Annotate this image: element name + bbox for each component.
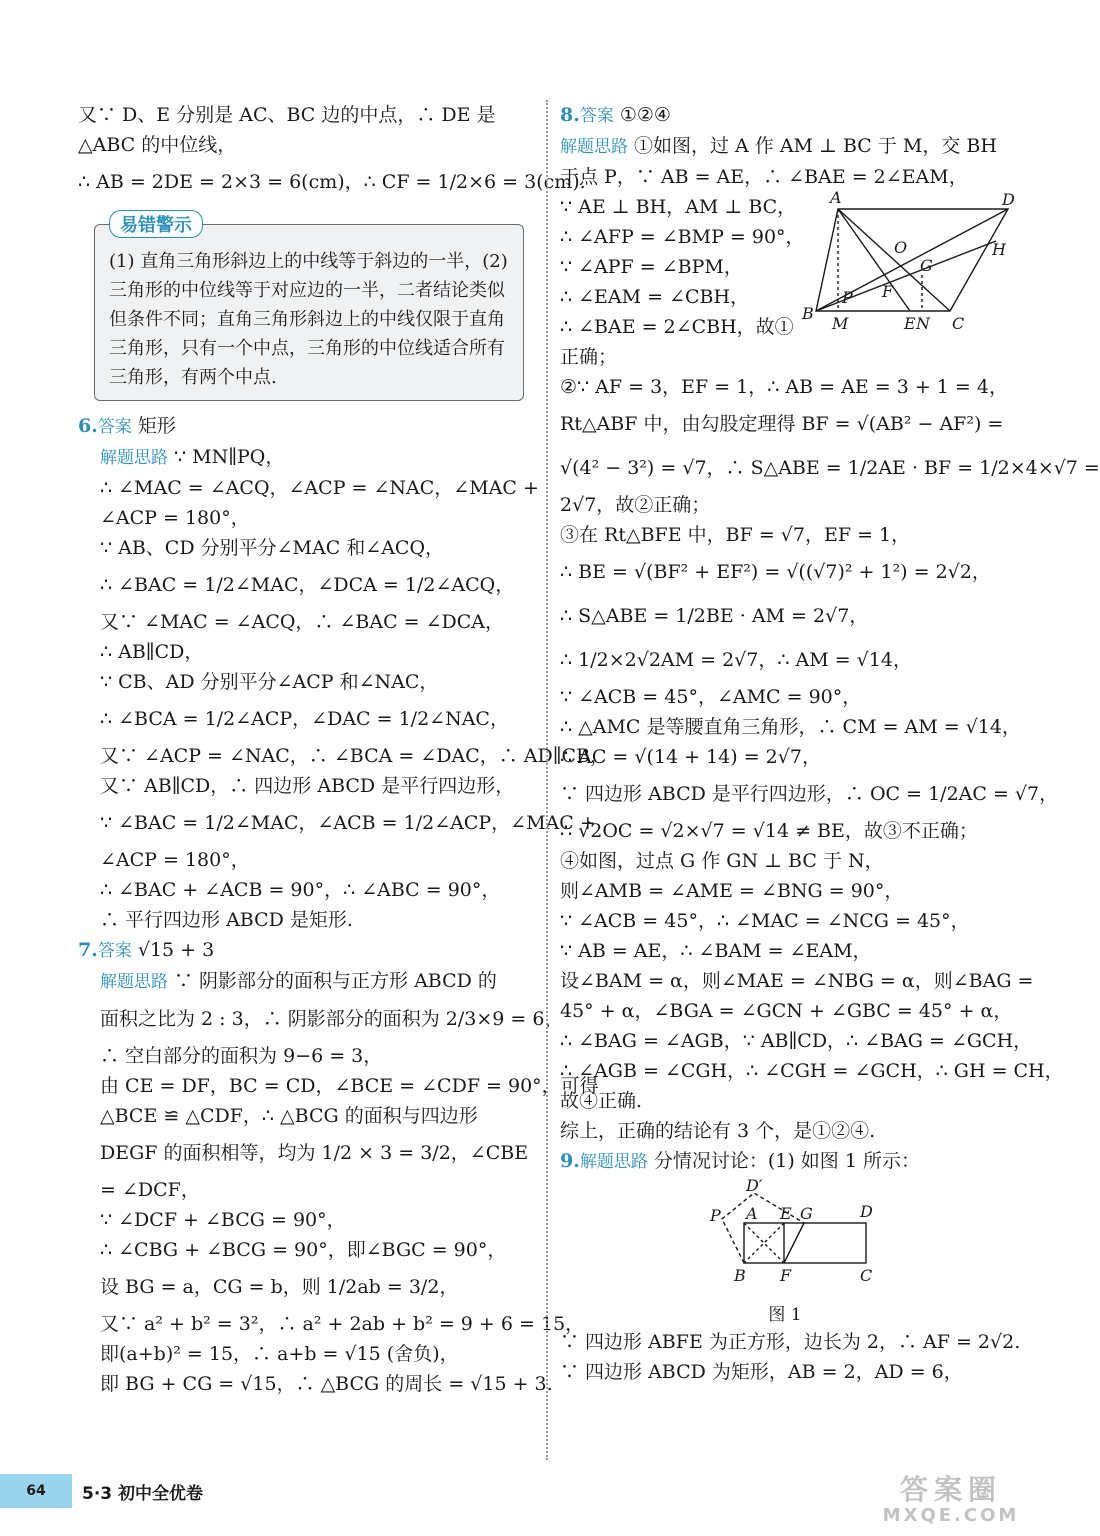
- question-number: 7.: [78, 939, 98, 961]
- question-7: [78, 935, 599, 1399]
- parallelogram-figure: [800, 171, 1015, 351]
- text-line: 即(a+b)² = 15，∴ a+b = √15 (舍负)，: [100, 1343, 459, 1365]
- figure-label: F: [780, 1266, 792, 1285]
- text-line: ∴ AB∥CD，: [100, 641, 204, 663]
- figure-label: P: [842, 288, 853, 307]
- text-line: ③在 Rt△BFE 中，BF = √7，EF = 1，: [560, 524, 911, 546]
- column-divider: [546, 100, 548, 1460]
- watermark: [856, 1474, 1046, 1530]
- text-line: 于点 P，∵ AB = AE，∴ ∠BAE = 2∠EAM，: [560, 166, 968, 188]
- figure-label: G: [920, 256, 933, 275]
- question-number: 6.: [78, 415, 98, 437]
- text-line: ∴ ∠EAM = ∠CBH，: [560, 286, 750, 308]
- q8-wrapped-text: [560, 131, 997, 372]
- text-line: ④如图，过点 G 作 GN ⊥ BC 于 N，: [560, 850, 884, 872]
- text-line: ∴ ∠BCA = 1/2∠ACP，∠DAC = 1/2∠NAC，: [100, 708, 509, 730]
- text-line: ∴ S△ABE = 1/2BE · AM = 2√7，: [560, 605, 869, 627]
- steps-tag: 解题思路: [100, 972, 168, 992]
- figure-label: E: [904, 314, 916, 333]
- answer-tag: 答案: [579, 106, 614, 126]
- answer-text: ①②④: [619, 104, 671, 126]
- text-line: ∠ACP = 180°，: [100, 507, 250, 529]
- question-number: 9.: [560, 1150, 580, 1172]
- text-line: Rt△ABF 中，由勾股定理得 BF = √(AB² − AF²) =: [560, 413, 1004, 435]
- text-line: ∵ 阴影部分的面积与正方形 ABCD 的: [174, 970, 497, 992]
- text-line: ∵ ∠ACB = 45°，∠AMC = 90°，: [560, 686, 862, 708]
- right-column: [560, 100, 1100, 1387]
- watermark-line: MXQE.COM: [882, 1505, 1020, 1526]
- figure-label: A: [830, 188, 842, 207]
- rectangle-figure: [560, 1177, 1010, 1299]
- text-line: ∴ △AMC 是等腰直角三角形，∴ CM = AM = √14，: [560, 716, 1021, 738]
- text-line: √(4² − 3²) = √7，∴ S△ABE = 1/2AE · BF = 1/2×4×√7 =: [560, 457, 1100, 479]
- text-line: 设 BG = a，CG = b，则 1/2ab = 3/2，: [100, 1276, 459, 1298]
- text-line: 由 CE = DF，BC = CD，∠BCE = ∠CDF = 90°，可得: [100, 1075, 599, 1097]
- steps-tag: 解题思路: [579, 1152, 648, 1172]
- figure-label: D′: [746, 1176, 763, 1195]
- question-8: [560, 100, 1100, 1146]
- text-line: ∴ ∠BAC = 1/2∠MAC，∠DCA = 1/2∠ACQ，: [100, 574, 515, 596]
- text-line: 又∵ a² + b² = 3²，∴ a² + 2ab + b² = 9 + 6 = 15，: [100, 1313, 585, 1335]
- figure-label: E: [780, 1204, 792, 1223]
- text-line: 分情况讨论：(1) 如图 1 所示：: [653, 1150, 920, 1172]
- text-line: DEGF 的面积相等，均为 1/2 × 3 = 3/2，∠CBE: [100, 1142, 529, 1164]
- text-line: 45° + α，∠BGA = ∠GCN + ∠GBC = 45° + α，: [560, 1000, 1013, 1022]
- text-line: ∴ ∠BAG = ∠AGB，∵ AB∥CD，∴ ∠BAG = ∠GCH，: [560, 1030, 1033, 1052]
- text-line: △ABC 的中位线，: [78, 134, 237, 156]
- warning-title: 易错警示: [109, 210, 203, 238]
- question-6: [78, 411, 610, 935]
- text-line: ∴ ∠BAC + ∠ACB = 90°，∴ ∠ABC = 90°，: [100, 879, 501, 901]
- text-line: ∴ BE = √(BF² + EF²) = √((√7)² + 1²) = 2√2，: [560, 561, 991, 583]
- text-line: ①如图，过 A 作 AM ⊥ BC 于 M，交 BH: [634, 135, 997, 157]
- figure-label: C: [952, 314, 965, 333]
- text-line: 综上，正确的结论有 3 个，是①②④.: [560, 1120, 876, 1142]
- text-line: ∴ ∠AFP = ∠BMP = 90°，: [560, 226, 805, 248]
- text-line: ∴ ∠CBG + ∠BCG = 90°，即∠BGC = 90°，: [100, 1239, 507, 1261]
- text-line: △BCE ≌ △CDF，∴ △BCG 的面积与四边形: [100, 1105, 478, 1127]
- answer-tag: 答案: [97, 941, 132, 961]
- text-line: ∵ MN∥PQ，: [174, 446, 285, 468]
- question-number: 8.: [560, 104, 580, 126]
- text-line: ②∵ AF = 3，EF = 1，∴ AB = AE = 3 + 1 = 4，: [560, 376, 1008, 398]
- text-line: ∵ 四边形 ABCD 是平行四边形，∴ OC = 1/2AC = √7，: [560, 783, 1059, 805]
- text-line: ∠ACP = 180°，: [100, 849, 250, 871]
- text-line: 2√7，故②正确；: [560, 494, 711, 516]
- figure-caption: 图 1: [768, 1305, 802, 1325]
- text-line: 面积之比为 2 : 3，∴ 阴影部分的面积为 2/3×9 = 6，: [100, 1008, 564, 1030]
- figure-label: N: [916, 314, 930, 333]
- text-line: 故④正确.: [560, 1090, 643, 1112]
- reflected-edges: [722, 1193, 804, 1263]
- q8-upper-block: [560, 131, 1015, 372]
- text-line: ∵ ∠ACB = 45°，∴ ∠MAC = ∠NCG = 45°，: [560, 910, 970, 932]
- answer-text: √15 + 3: [137, 939, 215, 961]
- text-line: ∴ ∠AGB = ∠CGH，∴ ∠CGH = ∠GCH，∴ GH = CH，: [560, 1060, 1064, 1082]
- text-line: ∴ √2OC = √2×√7 = √14 ≠ BE，故③不正确；: [560, 820, 978, 842]
- text-line: ∵ AE ⊥ BH，AM ⊥ BC，: [560, 196, 797, 218]
- steps-tag: 解题思路: [560, 137, 628, 157]
- figure-label: C: [860, 1266, 873, 1285]
- text-line: ∴ 平行四边形 ABCD 是矩形.: [100, 909, 353, 931]
- warning-text: (1) 直角三角形斜边上的中线等于斜边的一半，(2) 三角形的中位线等于对应边的一半，二者结论类似但条件不同；直角三角形斜边上的中线仅限于直角三角形，只有一个中点，三角形的中位线适合所有三角形，有两个中点.: [109, 251, 508, 388]
- text-line: ∵ 四边形 ABFE 为正方形，边长为 2，∴ AF = 2√2.: [560, 1331, 1021, 1353]
- figure-label: B: [802, 304, 814, 323]
- text-line: 又∵ ∠MAC = ∠ACQ，∴ ∠BAC = ∠DCA，: [100, 611, 505, 633]
- text-line: ∵ ∠DCF + ∠BCG = 90°，: [100, 1209, 346, 1231]
- text-line: ∵ ∠APF = ∠BPM，: [560, 256, 743, 278]
- figure-1: [560, 1177, 1010, 1327]
- figure-label: D: [860, 1202, 873, 1221]
- text-line: ∴ ∠BAE = 2∠CBH，故①: [560, 316, 794, 338]
- figure-label: O: [894, 238, 908, 257]
- question-9: [560, 1146, 1021, 1387]
- steps-tag: 解题思路: [100, 448, 168, 468]
- watermark-line: 答案圈: [899, 1473, 1002, 1506]
- text-line: ∴ AC = √(14 + 14) = 2√7，: [560, 746, 821, 768]
- text-line: 则∠AMB = ∠AME = ∠BNG = 90°，: [560, 880, 904, 902]
- page-footer: [0, 1474, 300, 1508]
- text-line: ∵ ∠BAC = 1/2∠MAC，∠ACB = 1/2∠ACP，∠MAC +: [100, 812, 596, 834]
- rectangle-abcd: [744, 1223, 866, 1263]
- answer-text: 矩形: [137, 415, 176, 437]
- figure-label: D: [1002, 190, 1015, 209]
- text-line: ∴ AB = 2DE = 2×3 = 6(cm)，∴ CF = 1/2×6 = 3(cm).: [78, 171, 586, 193]
- text-line: 设∠BAM = α，则∠MAE = ∠NBG = α，则∠BAG =: [560, 970, 1034, 992]
- text-line: 即 BG + CG = √15，∴ △BCG 的周长 = √15 + 3.: [100, 1373, 553, 1395]
- text-line: 又∵ ∠ACP = ∠NAC，∴ ∠BCA = ∠DAC，∴ AD∥CB，: [100, 745, 610, 767]
- text-line: 正确；: [560, 346, 618, 368]
- figure-label: M: [832, 314, 849, 333]
- text-line: 又∵ D、E 分别是 AC、BC 边的中点，∴ DE 是: [78, 104, 496, 126]
- figure-label: F: [882, 282, 894, 301]
- figure-label: P: [710, 1206, 721, 1225]
- text-line: ∵ AB = AE，∴ ∠BAM = ∠EAM，: [560, 940, 872, 962]
- figure-label: A: [746, 1204, 758, 1223]
- figure-label: B: [734, 1266, 746, 1285]
- figure-label: G: [800, 1204, 813, 1223]
- warning-box: [94, 215, 524, 401]
- text-line: 又∵ AB∥CD，∴ 四边形 ABCD 是平行四边形，: [100, 775, 515, 797]
- text-line: ∴ 1/2×2√2AM = 2√7，∴ AM = √14，: [560, 649, 912, 671]
- text-line: ∵ AB、CD 分别平分∠MAC 和∠ACQ，: [100, 537, 445, 559]
- text-line: ∴ ∠MAC = ∠ACQ，∠ACP = ∠NAC，∠MAC +: [100, 477, 539, 499]
- text-line: = ∠DCF，: [100, 1179, 200, 1201]
- page-number: 64: [0, 1474, 72, 1508]
- segment-fg: [784, 1223, 804, 1263]
- answer-tag: 答案: [97, 417, 132, 437]
- text-line: ∵ 四边形 ABCD 为矩形，AB = 2，AD = 6，: [560, 1361, 963, 1383]
- figure-label: H: [992, 240, 1006, 259]
- text-line: ∴ 空白部分的面积为 9−6 = 3，: [100, 1045, 383, 1067]
- brand-title: 5·3 初中全优卷: [82, 1483, 204, 1504]
- text-line: ∵ CB、AD 分别平分∠ACP 和∠NAC，: [100, 671, 439, 693]
